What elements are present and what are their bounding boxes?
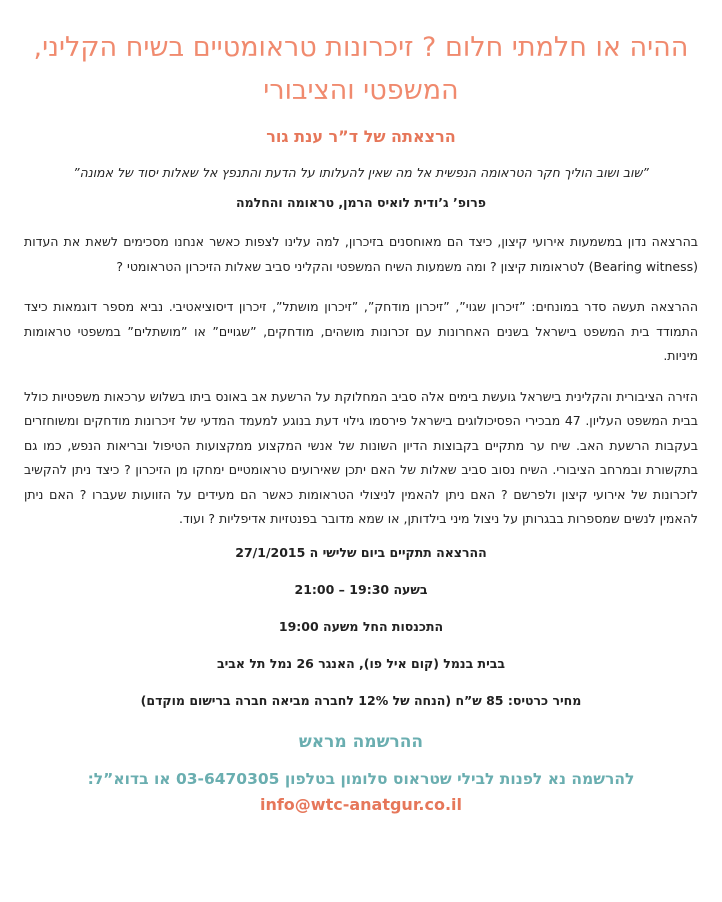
lecturer-line: הרצאתה של ד”ר ענת גור [266,127,456,146]
registration-email-link[interactable]: info@wtc-anatgur.co.il [259,794,463,814]
context-paragraph: הזירה הציבורית והקלינית בישראל גועשת בימים אלה סביב המחלוקת על הרשעת אב באונס ביתו בשלוש ערכאות משפטיות כולל בבית המשפט העליון. 47 מבכירי הפסיכולוגים בישראל פירסמו גילוי דעת בנוגע למעמד המדעי של זיכרונות מודחקים ומשוחזרים בעקבות הרשעת האב. שיח ער מתקיים בקבוצות הדיון השונות של אנשי המקצוע ממקצועות הטיפול ובריאות הנפש, כמו גם בתקשורת ובמרחב הציבורי. השיח נסוב סביב שאלות של האם יתכן שאירועים טראומטיים ימחקו מן הזיכרון ? כיצד ניתן להקשיב לזכרונות של אירועי קיצון ולפרשם ? האם ניתן להאמין לניצולי הטראומות כאשר הם מעידים על הזוועות שעברו ? האם ניתן להאמין לנשים שמספרות בבגרותן על ניצול מיני בילדותן, או שמא מדובר בפנטזיות אדיפליות ? ועוד. [24,388,698,526]
registration-heading: ההרשמה מראש [298,731,424,752]
ticket-price: מחיר כרטיס: 85 ש”ח (הנחה של 12% לחברה מביאה חברה ברישום מוקדם) [140,692,582,708]
event-date: ההרצאה תתקיים ביום שלישי ה 27/1/2015 [235,544,487,560]
epigraph-author: פרופ’ ג’ודית לואיס הרמן, טראומה והחלמה [236,195,486,210]
epigraph-quote: ”שוב ושוב הוליך חקר הטראומה הנפשית אל מה שאין להעלותו על הדעת והתנפץ אל שאלות יסוד של אמונה” [73,165,649,180]
intro-paragraph: בהרצאה נדון במשמעות אירועי קיצון, כיצד הם מאוחסנים בזיכרון, למה עלינו לצפות כאשר אנחנו מסכימים לשאת את העדות (Bearing witness) לטראומות קיצון ? ומה משמעות השיח המשפטי והקליני סביב שאלות הזיכרון הטראומטי ? [24,234,698,274]
event-location: בבית בנמל (קום איל פו), האנגר 26 נמל תל אביב [216,655,506,671]
page-title: ההיה או חלמתי חלום ? זיכרונות טראומטיים בשיח הקליני, המשפטי והציבורי [33,32,689,106]
registration-contact: להרשמה נא לפנות לבילי שטראוס סלומון בטלפון 03-6470305 או בדוא”ל: [87,769,635,788]
event-time: בשעה 19:30 – 21:00 [294,581,428,597]
gathering-time: התכנסות החל משעה 19:00 [278,618,444,634]
terms-paragraph: ההרצאה תעשה סדר במונחים: ”זיכרון שגוי”, ”זיכרון מודחק”, ”זיכרון מושתל”, זיכרון דיסוציאטיבי. נביא מספר דוגמאות כיצד התמודד בית המשפט בישראל בשנים האחרונות עם זכרונות מושהים, מודחקים, ”שגויים” או ”מושתלים” במשפטי טראומות מיניות. [24,299,698,363]
